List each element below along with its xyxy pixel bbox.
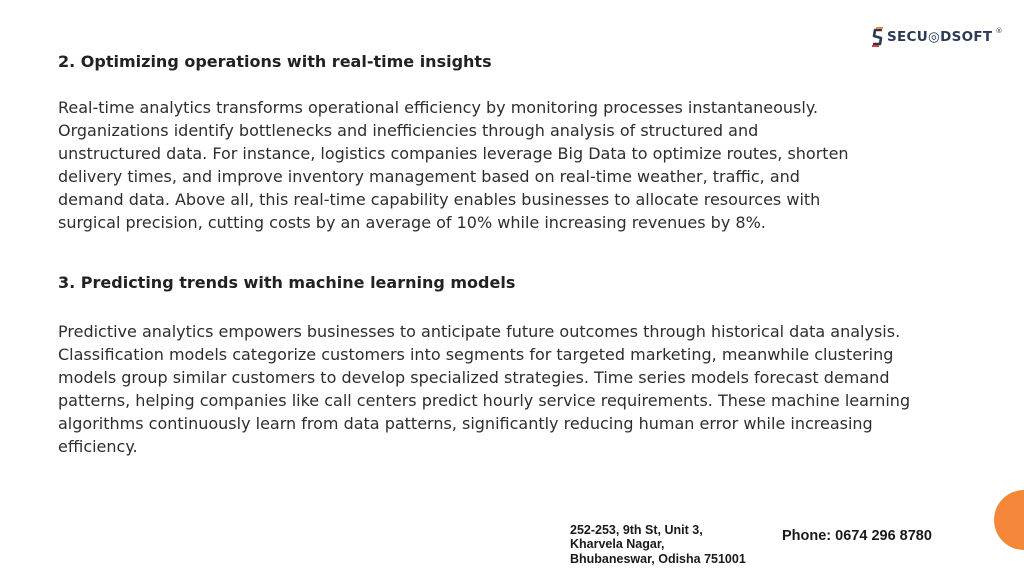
section-heading-predicting: 3. Predicting trends with machine learning models (58, 273, 516, 292)
paragraph-line: efficiency. (58, 437, 138, 456)
paragraph-line: Real-time analytics transforms operational efficiency by monitoring processes instantaneously. (58, 98, 819, 117)
paragraph-line: Organizations identify bottlenecks and inefficiencies through analysis of structured and (58, 121, 759, 140)
paragraph-line: demand data. Above all, this real-time capability enables businesses to allocate resources with (58, 190, 821, 209)
address-line: Kharvela Nagar, (570, 537, 665, 552)
company-logo (872, 27, 1002, 47)
registered-mark: ® (995, 27, 1003, 35)
section-paragraph-operations (58, 96, 849, 234)
paragraph-line: Classification models categorize customers into segments for targeted marketing, meanwhile clustering (58, 345, 894, 364)
decorative-circle (994, 490, 1024, 550)
paragraph-line: algorithms continuously learn from data patterns, significantly reducing human error while increasing (58, 414, 873, 433)
address-line: Bhubaneswar, Odisha 751001 (570, 551, 746, 566)
section-paragraph-predicting (58, 320, 910, 458)
paragraph-line: patterns, helping companies like call centers predict hourly service requirements. These machine learning (58, 391, 911, 410)
footer-phone: Phone: 0674 296 8780 (782, 528, 932, 544)
paragraph-line: models group similar customers to develop specialized strategies. Time series models forecast demand (58, 368, 890, 387)
paragraph-line: Predictive analytics empowers businesses to anticipate future outcomes through historical data analysis. (58, 322, 901, 341)
logo-text: SECU◎DSOFT (887, 29, 993, 45)
address-line: 252-253, 9th St, Unit 3, (570, 523, 703, 537)
paragraph-line: surgical precision, cutting costs by an average of 10% while increasing revenues by 8%. (58, 213, 766, 232)
logo-mark-icon (872, 27, 884, 47)
paragraph-line: unstructured data. For instance, logistics companies leverage Big Data to optimize routes, shorten (58, 144, 849, 163)
footer-address (570, 523, 746, 566)
section-heading-operations: 2. Optimizing operations with real-time insights (58, 52, 492, 71)
paragraph-line: delivery times, and improve inventory management based on real-time weather, traffic, and (58, 167, 800, 186)
